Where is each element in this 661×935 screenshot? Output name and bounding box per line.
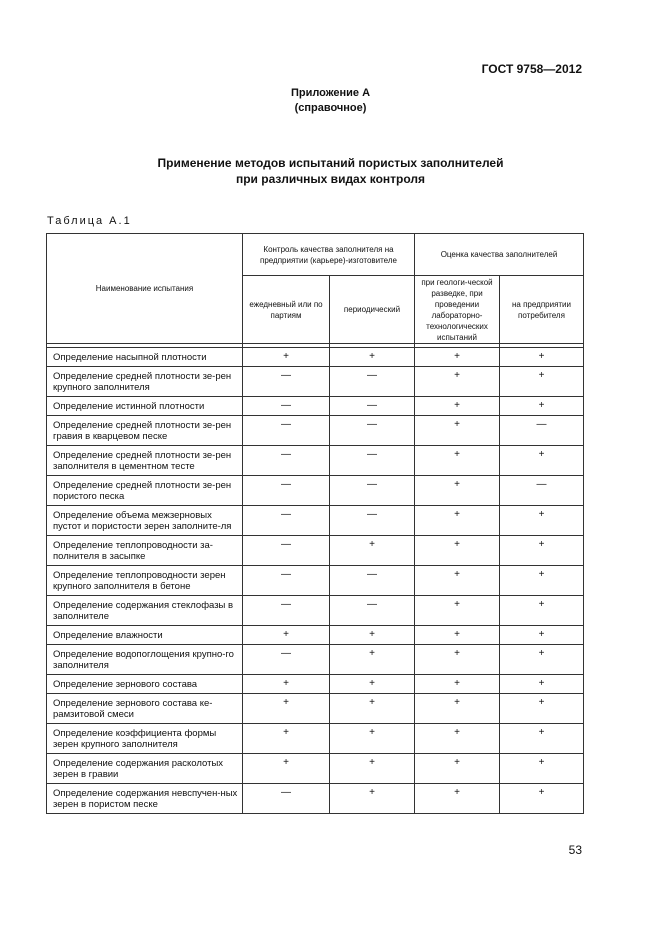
table-row	[47, 446, 584, 476]
column-header-test-name: Наименование испытания	[47, 234, 243, 344]
test-name-cell: Определение коэффициента формы зерен крупного заполнителя	[47, 724, 243, 754]
test-name-cell: Определение средней плотности зе-рен гравия в кварцевом песке	[47, 416, 243, 446]
value-cell: +	[500, 397, 584, 416]
value-cell: +	[415, 784, 500, 814]
value-cell: +	[330, 784, 415, 814]
value-cell: —	[500, 476, 584, 506]
document-title-line-2: при различных видах контроля	[235, 172, 426, 186]
table-row	[47, 694, 584, 724]
test-name-cell: Определение зернового состава ке-рамзитовой смеси	[47, 694, 243, 724]
value-cell: +	[500, 566, 584, 596]
test-name-cell: Определение объема межзерновых пустот и пористости зерен заполните-ля	[47, 506, 243, 536]
value-cell: —	[243, 446, 330, 476]
value-cell: +	[415, 367, 500, 397]
value-cell: —	[330, 416, 415, 446]
standard-number: ГОСТ 9758—2012	[481, 62, 582, 76]
test-name-cell: Определение средней плотности зе-рен крупного заполнителя	[47, 367, 243, 397]
appendix-title: Приложение А	[290, 87, 371, 99]
value-cell: +	[415, 566, 500, 596]
value-cell: —	[243, 536, 330, 566]
table-row	[47, 566, 584, 596]
value-cell: —	[330, 596, 415, 626]
value-cell: +	[500, 596, 584, 626]
value-cell: +	[500, 536, 584, 566]
value-cell: +	[415, 536, 500, 566]
value-cell: +	[500, 348, 584, 367]
value-cell: —	[330, 476, 415, 506]
value-cell: +	[500, 694, 584, 724]
table-row	[47, 397, 584, 416]
test-name-cell: Определение средней плотности зе-рен заполнителя в цементном тесте	[47, 446, 243, 476]
value-cell: —	[243, 566, 330, 596]
test-name-cell: Определение содержания невспучен-ных зерен в пористом песке	[47, 784, 243, 814]
column-header-geological: при геологи-ческой разведке, при проведении лабораторно-технологических испытаний	[415, 276, 500, 344]
value-cell: +	[415, 416, 500, 446]
value-cell: —	[243, 367, 330, 397]
value-cell: +	[243, 754, 330, 784]
value-cell: +	[500, 784, 584, 814]
appendix-heading	[0, 86, 661, 116]
test-name-cell: Определение содержания стеклофазы в заполнителе	[47, 596, 243, 626]
value-cell: +	[415, 724, 500, 754]
test-name-cell: Определение насыпной плотности	[47, 348, 243, 367]
test-name-cell: Определение средней плотности зе-рен пористого песка	[47, 476, 243, 506]
value-cell: —	[330, 397, 415, 416]
value-cell: —	[243, 397, 330, 416]
column-header-periodic: периодический	[330, 276, 415, 344]
value-cell: +	[415, 754, 500, 784]
value-cell: —	[500, 416, 584, 446]
value-cell: +	[500, 367, 584, 397]
value-cell: +	[243, 675, 330, 694]
value-cell: +	[243, 348, 330, 367]
value-cell: +	[500, 645, 584, 675]
value-cell: +	[415, 596, 500, 626]
value-cell: +	[330, 754, 415, 784]
value-cell: +	[330, 675, 415, 694]
value-cell: —	[243, 416, 330, 446]
value-cell: +	[330, 348, 415, 367]
value-cell: +	[500, 626, 584, 645]
value-cell: +	[330, 645, 415, 675]
table-row	[47, 367, 584, 397]
test-name-cell: Определение содержания расколотых зерен в гравии	[47, 754, 243, 784]
value-cell: +	[415, 506, 500, 536]
table-row	[47, 596, 584, 626]
value-cell: +	[243, 626, 330, 645]
value-cell: +	[415, 476, 500, 506]
value-cell: +	[500, 754, 584, 784]
value-cell: +	[415, 397, 500, 416]
page-number: 53	[568, 843, 582, 857]
column-header-consumer: на предприятии потребителя	[500, 276, 584, 344]
value-cell: +	[500, 724, 584, 754]
value-cell: —	[330, 506, 415, 536]
table-row	[47, 506, 584, 536]
table-row	[47, 724, 584, 754]
value-cell: +	[330, 694, 415, 724]
value-cell: —	[330, 566, 415, 596]
table-row	[47, 348, 584, 367]
value-cell: +	[500, 675, 584, 694]
value-cell: +	[330, 536, 415, 566]
value-cell: —	[243, 645, 330, 675]
value-cell: +	[243, 694, 330, 724]
test-name-cell: Определение водопоглощения крупно-го заполнителя	[47, 645, 243, 675]
value-cell: +	[243, 724, 330, 754]
table-row	[47, 626, 584, 645]
column-header-daily: ежедневный или по партиям	[243, 276, 330, 344]
value-cell: —	[330, 367, 415, 397]
table-row	[47, 784, 584, 814]
value-cell: +	[330, 724, 415, 754]
test-name-cell: Определение теплопроводности за-полнителя в засыпке	[47, 536, 243, 566]
value-cell: —	[330, 446, 415, 476]
appendix-subtitle: (справочное)	[294, 102, 367, 114]
table-row	[47, 416, 584, 446]
value-cell: —	[243, 476, 330, 506]
tests-table	[46, 233, 584, 814]
value-cell: +	[415, 446, 500, 476]
table-row	[47, 536, 584, 566]
test-name-cell: Определение теплопроводности зерен крупного заполнителя в бетоне	[47, 566, 243, 596]
value-cell: —	[243, 784, 330, 814]
value-cell: +	[415, 675, 500, 694]
value-cell: —	[243, 596, 330, 626]
table-row	[47, 675, 584, 694]
value-cell: +	[415, 694, 500, 724]
value-cell: —	[243, 506, 330, 536]
test-name-cell: Определение истинной плотности	[47, 397, 243, 416]
table-row	[47, 476, 584, 506]
value-cell: +	[500, 446, 584, 476]
document-title-line-1: Применение методов испытаний пористых заполнителей	[157, 156, 504, 170]
value-cell: +	[415, 348, 500, 367]
table-row	[47, 645, 584, 675]
value-cell: +	[330, 626, 415, 645]
table-label: Таблица А.1	[47, 215, 132, 227]
column-group-quality-assessment: Оценка качества заполнителей	[415, 234, 584, 276]
test-name-cell: Определение влажности	[47, 626, 243, 645]
value-cell: +	[500, 506, 584, 536]
value-cell: +	[415, 645, 500, 675]
table-row	[47, 754, 584, 784]
value-cell: +	[415, 626, 500, 645]
document-title	[0, 155, 661, 187]
test-name-cell: Определение зернового состава	[47, 675, 243, 694]
column-group-manufacturer-control: Контроль качества заполнителя на предприятии (карьере)-изготовителе	[243, 234, 415, 276]
